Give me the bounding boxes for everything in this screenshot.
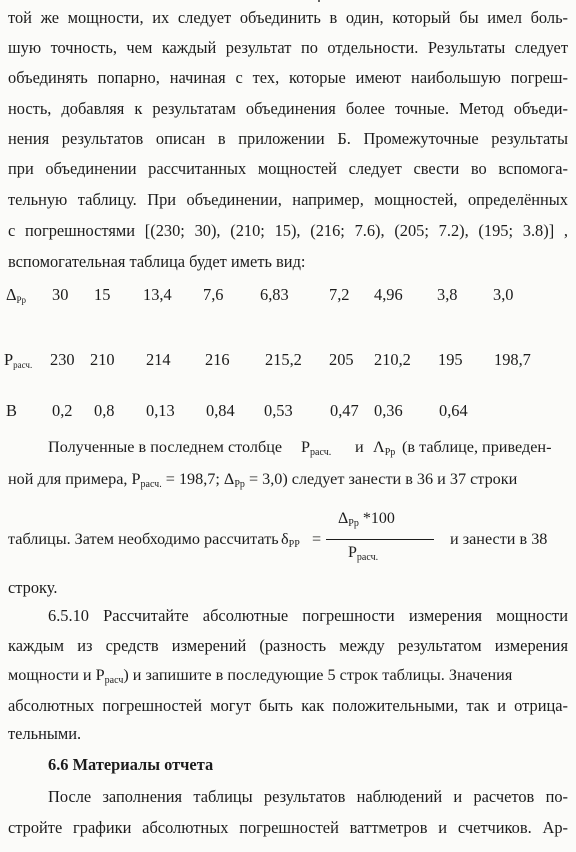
text-line: каждым из средств измерений (разность между результатом измерения (8, 636, 568, 655)
text-fragment: ной для примера, P (8, 470, 141, 488)
lambda-symbol (373, 438, 395, 458)
text-line: вспомогательная таблица будет иметь вид: (8, 252, 306, 271)
table-cell: 0,2 (52, 401, 73, 420)
table-cell: 0,84 (206, 401, 235, 420)
table-cell: 0,64 (439, 401, 468, 420)
text-line: стройте графики абсолютных погрешностей ваттметров и счетчиков. Ар- (8, 818, 568, 837)
text-line: нения результатов описан в приложении Б. Промежуточные результаты (8, 129, 568, 148)
text-fragment: таблицы. Затем необходимо рассчитать (8, 530, 279, 548)
table-cell: 7,2 (329, 285, 350, 304)
text-line: с погрешностями [(230; 30), (210; 15), (216; 7.6), (205; 7.2), (195; 3.8)] , (8, 221, 568, 240)
p-sub: расч (104, 675, 124, 686)
delta-pp-symbol (281, 530, 300, 550)
text-line: абсолютных погрешностей могут быть как положительными, так и отрица- (8, 696, 568, 715)
p-sub: расч. (310, 447, 332, 458)
table-cell: 0,8 (94, 401, 115, 420)
text-fragment: ) и запишите в последующие 5 строк таблицы. Значения (123, 666, 513, 684)
text-line: шую точность, чем каждый результат по отдельности. Результаты следует (8, 38, 568, 57)
formula-line (0, 530, 576, 554)
text-fragment: (в таблице, приведен- (402, 438, 552, 456)
den-letter: P (348, 544, 357, 561)
text-line: После заполнения таблицы результатов наблюдений и расчетов по- (48, 787, 568, 806)
text-fragment: = 198,7; Δ (161, 470, 235, 488)
section-heading: 6.6 Материалы отчета (48, 755, 214, 774)
table-cell: 210,2 (374, 350, 411, 369)
p-sub: расч. (140, 479, 162, 490)
text-line (0, 438, 576, 462)
text-line (0, 470, 576, 494)
text-fragment: Полученные в последнем столбце (48, 438, 283, 456)
text-line: объединять попарно, начиная с тех, которые имеют наибольшую погреш- (8, 68, 568, 87)
delta-sub: Pp (234, 479, 245, 490)
table-cell: 0,36 (374, 401, 403, 420)
text-line-composite (8, 666, 512, 686)
table-cell: 0,47 (330, 401, 359, 420)
table-cell: 30 (52, 285, 69, 304)
delta-sub: Pp (16, 295, 27, 305)
table-cell: 230 (50, 350, 75, 369)
text-line: 6.5.10 Рассчитайте абсолютные погрешности измерения мощности (48, 606, 568, 625)
lambda-letter: Λ (373, 438, 385, 456)
text-line: строку. (8, 578, 58, 597)
p-symbol: P (4, 350, 14, 369)
table-cell: 4,96 (374, 285, 403, 304)
delta-symbol: Δ (6, 285, 17, 304)
table-cell: 205 (329, 350, 354, 369)
text-fragment: и занести в 38 (450, 530, 548, 548)
fraction-bar (326, 539, 434, 540)
table-row-prasch (0, 350, 576, 374)
fraction-numerator (338, 510, 395, 529)
table-cell: 0,53 (264, 401, 293, 420)
table-cell: 13,4 (143, 285, 172, 304)
text-fragment: = 3,0) следует занести в 36 и 37 строки (244, 470, 518, 488)
table-row-b (0, 401, 576, 425)
table-cell: 216 (205, 350, 230, 369)
p-sub: расч. (13, 360, 33, 370)
delta-sub: PP (288, 539, 300, 550)
table-cell: 6,83 (260, 285, 289, 304)
row-label-b: B (6, 401, 17, 420)
text-line (0, 666, 576, 690)
lambda-sub: Pp (384, 447, 396, 458)
table-cell: 3,8 (437, 285, 458, 304)
table-cell: 198,7 (494, 350, 531, 369)
num-tail: *100 (358, 510, 395, 527)
row-label-delta (6, 285, 26, 305)
num-sub: Pp (348, 518, 359, 529)
num-letter: Δ (338, 510, 349, 527)
table-cell: 215,2 (265, 350, 302, 369)
table-cell: 7,6 (203, 285, 224, 304)
text-line: тельными. (8, 724, 82, 743)
text-fragment: и (355, 438, 364, 456)
equals-sign: = (312, 530, 322, 548)
text-line: той же мощности, их следует объединить в один, который бы имел боль- (8, 8, 568, 27)
table-cell: 195 (438, 350, 463, 369)
fraction (326, 510, 434, 568)
text-line: ность, добавляя к результатам объединения более точные. Метод объеди- (8, 99, 568, 118)
table-row-delta (0, 285, 576, 309)
row-label-prasch (4, 350, 32, 370)
scan-speck (318, 0, 320, 2)
table-cell: 15 (94, 285, 111, 304)
p-letter: P (301, 438, 311, 456)
table-cell: 210 (90, 350, 115, 369)
text-line: при объединении рассчитанных мощностей следует свести во вспомога- (8, 159, 568, 178)
table-cell: 214 (146, 350, 171, 369)
table-cell: 0,13 (146, 401, 175, 420)
p-rasch-symbol (301, 438, 331, 458)
table-cell: 3,0 (493, 285, 514, 304)
delta-letter: δ (281, 530, 289, 548)
text-line-composite (8, 470, 517, 490)
den-sub: расч. (356, 552, 379, 563)
fraction-denominator (348, 544, 378, 563)
text-line: тельную таблицу. При объединении, например, мощностей, определённых (8, 190, 568, 209)
text-fragment: мощности и P (8, 666, 105, 684)
